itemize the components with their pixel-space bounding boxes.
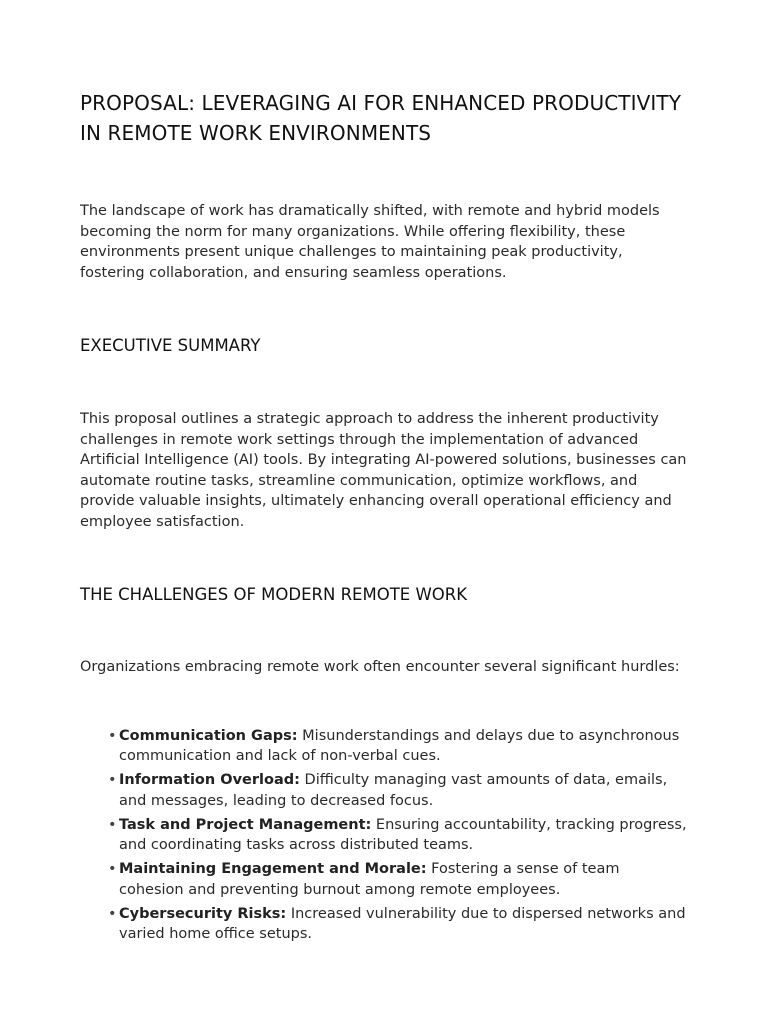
document-title: PROPOSAL: LEVERAGING AI FOR ENHANCED PRODUCTIVITY IN REMOTE WORK ENVIRONMENTS	[80, 91, 682, 145]
executive-summary-paragraph: This proposal outlines a strategic approach to address the inherent productivity challenges in remote work settings through the implementation of advanced Artificial Intelligence (AI) tools. By integrating AI-powered solutions, businesses can automate routine tasks, streamline communication, optimize workflows, and provide valuable insights, ultimately enhancing overall operational efficiency and employee satisfaction.	[80, 411, 687, 530]
list-item-term: Information Overload:	[119, 772, 300, 788]
bullet-icon: •	[108, 861, 117, 877]
bullet-icon: •	[108, 727, 117, 744]
list-item-term: Maintaining Engagement and Morale:	[119, 861, 427, 877]
list-item-text: Difficulty managing vast amounts of data, emails, and messages, leading to decreased focus.	[119, 772, 668, 809]
bullet-icon: •	[108, 816, 117, 833]
list-item	[108, 815, 688, 856]
list-item	[108, 770, 688, 811]
list-item-text: Fostering a sense of team cohesion and preventing burnout among remote employees.	[119, 861, 620, 898]
challenges-list	[80, 726, 688, 945]
challenges-heading: THE CHALLENGES OF MODERN REMOTE WORK	[80, 585, 468, 604]
executive-summary-heading: EXECUTIVE SUMMARY	[80, 336, 261, 355]
list-item-term: Cybersecurity Risks:	[119, 905, 287, 922]
list-item-text: Ensuring accountability, tracking progress, and coordinating tasks across distributed teams.	[119, 816, 687, 853]
list-item-term: Communication Gaps:	[119, 727, 298, 744]
list-item	[108, 726, 688, 767]
challenges-intro-paragraph: Organizations embracing remote work often encounter several significant hurdles:	[80, 659, 680, 675]
intro-paragraph: The landscape of work has dramatically shifted, with remote and hybrid models becoming the norm for many organizations. While offering flexibility, these environments present unique challenges to maintaining peak productivity, fostering collaboration, and ensuring seamless operations.	[80, 203, 660, 281]
list-item	[108, 904, 688, 945]
list-item	[108, 859, 688, 900]
bullet-icon: •	[108, 772, 117, 788]
list-item-text: Misunderstandings and delays due to asynchronous communication and lack of non-verbal cues.	[119, 727, 680, 764]
list-item-text: Increased vulnerability due to dispersed networks and varied home office setups.	[119, 905, 686, 942]
list-item-term: Task and Project Management:	[119, 816, 372, 833]
bullet-icon: •	[108, 905, 117, 922]
